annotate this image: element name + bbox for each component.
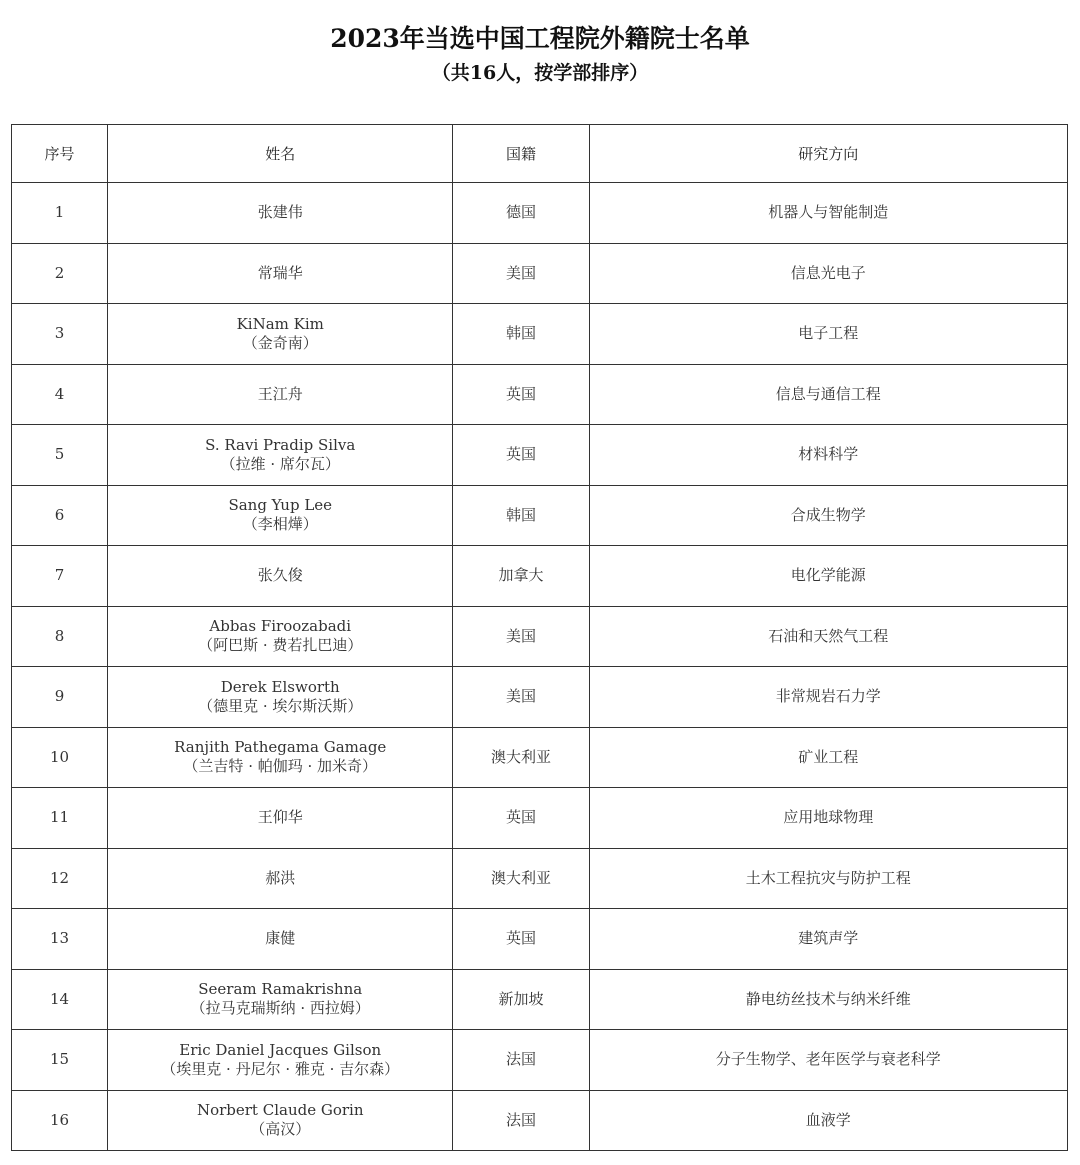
row-name: Norbert Claude Gorin <box>196 1101 364 1120</box>
row-index: 11 <box>12 788 108 849</box>
row-nationality: 德国 <box>453 183 589 244</box>
header-index: 序号 <box>12 125 108 183</box>
row-field: 材料科学 <box>589 425 1067 486</box>
row-index: 2 <box>12 243 108 304</box>
row-name-cell <box>108 304 453 365</box>
row-name: 王仰华 <box>257 808 303 827</box>
row-name-chinese: （阿巴斯 · 费若扎巴迪） <box>198 636 363 655</box>
table-row <box>12 546 1068 607</box>
row-field: 建筑声学 <box>589 909 1067 970</box>
row-index: 15 <box>12 1030 108 1091</box>
row-field: 电化学能源 <box>589 546 1067 607</box>
row-name-chinese: （埃里克 · 丹尼尔 · 雅克 · 吉尔森） <box>161 1059 400 1078</box>
row-name-cell <box>108 425 453 486</box>
table-header-row <box>12 125 1068 183</box>
table-row <box>12 606 1068 667</box>
row-name: Eric Daniel Jacques Gilson <box>179 1040 382 1059</box>
row-index: 14 <box>12 969 108 1030</box>
row-name-cell <box>108 546 453 607</box>
row-nationality: 新加坡 <box>453 969 589 1030</box>
row-nationality: 美国 <box>453 606 589 667</box>
row-index: 9 <box>12 667 108 728</box>
row-name-cell <box>108 606 453 667</box>
row-index: 6 <box>12 485 108 546</box>
row-name-cell <box>108 1090 453 1151</box>
row-index: 3 <box>12 304 108 365</box>
row-nationality: 澳大利亚 <box>453 848 589 909</box>
row-name: Sang Yup Lee <box>228 496 333 515</box>
row-field: 机器人与智能制造 <box>589 183 1067 244</box>
row-nationality: 韩国 <box>453 485 589 546</box>
row-name: 郝洪 <box>265 868 296 887</box>
row-index: 10 <box>12 727 108 788</box>
academician-table <box>11 124 1068 1151</box>
row-field: 合成生物学 <box>589 485 1067 546</box>
row-name-chinese: （高汉） <box>250 1120 311 1139</box>
row-index: 12 <box>12 848 108 909</box>
row-index: 13 <box>12 909 108 970</box>
header-field: 研究方向 <box>589 125 1067 183</box>
table-row <box>12 667 1068 728</box>
row-field: 应用地球物理 <box>589 788 1067 849</box>
row-name: 张建伟 <box>257 203 303 222</box>
table-row <box>12 304 1068 365</box>
row-name: Ranjith Pathegama Gamage <box>174 738 387 757</box>
row-nationality: 英国 <box>453 909 589 970</box>
row-nationality: 法国 <box>453 1090 589 1151</box>
row-name: 王江舟 <box>257 384 303 403</box>
table-row <box>12 183 1068 244</box>
table-row <box>12 485 1068 546</box>
table-row <box>12 909 1068 970</box>
row-name: 康健 <box>265 929 296 948</box>
page-subtitle: （共16人，按学部排序） <box>431 62 649 84</box>
row-name-cell <box>108 788 453 849</box>
row-nationality: 澳大利亚 <box>453 727 589 788</box>
row-nationality: 英国 <box>453 364 589 425</box>
table-row <box>12 727 1068 788</box>
table-row <box>12 1030 1068 1091</box>
row-name-cell <box>108 485 453 546</box>
row-name-cell <box>108 667 453 728</box>
row-field: 血液学 <box>589 1090 1067 1151</box>
row-nationality: 美国 <box>453 243 589 304</box>
table-row <box>12 788 1068 849</box>
row-nationality: 英国 <box>453 425 589 486</box>
row-index: 8 <box>12 606 108 667</box>
row-name-chinese: （金奇南） <box>242 333 318 352</box>
header-nationality: 国籍 <box>453 125 589 183</box>
header-name: 姓名 <box>108 125 453 183</box>
row-field: 分子生物学、老年医学与衰老科学 <box>589 1030 1067 1091</box>
row-field: 矿业工程 <box>589 727 1067 788</box>
row-nationality: 韩国 <box>453 304 589 365</box>
table-row <box>12 425 1068 486</box>
row-name: Abbas Firoozabadi <box>209 617 352 636</box>
row-nationality: 英国 <box>453 788 589 849</box>
row-field: 信息光电子 <box>589 243 1067 304</box>
row-name-cell <box>108 727 453 788</box>
table-row <box>12 969 1068 1030</box>
row-name-cell <box>108 243 453 304</box>
table-row <box>12 364 1068 425</box>
row-index: 16 <box>12 1090 108 1151</box>
row-index: 7 <box>12 546 108 607</box>
row-name-chinese: （兰吉特 · 帕伽玛 · 加米奇） <box>183 757 378 776</box>
row-name-cell <box>108 1030 453 1091</box>
row-name: KiNam Kim <box>236 314 324 333</box>
row-index: 5 <box>12 425 108 486</box>
row-name: 张久俊 <box>257 566 303 585</box>
row-field: 信息与通信工程 <box>589 364 1067 425</box>
table-body <box>12 183 1068 1151</box>
table-row <box>12 848 1068 909</box>
table-row <box>12 1090 1068 1151</box>
row-name: Derek Elsworth <box>220 677 340 696</box>
row-field: 电子工程 <box>589 304 1067 365</box>
row-nationality: 法国 <box>453 1030 589 1091</box>
row-nationality: 加拿大 <box>453 546 589 607</box>
row-name: Seeram Ramakrishna <box>198 980 363 999</box>
row-field: 土木工程抗灾与防护工程 <box>589 848 1067 909</box>
row-name-chinese: （李相燁） <box>242 515 318 534</box>
row-name: S. Ravi Pradip Silva <box>205 435 356 454</box>
row-field: 静电纺丝技术与纳米纤维 <box>589 969 1067 1030</box>
table-row <box>12 243 1068 304</box>
row-field: 石油和天然气工程 <box>589 606 1067 667</box>
page-title: 2023年当选中国工程院外籍院士名单 <box>330 24 750 53</box>
row-index: 4 <box>12 364 108 425</box>
row-name-cell <box>108 364 453 425</box>
row-field: 非常规岩石力学 <box>589 667 1067 728</box>
row-name-cell <box>108 848 453 909</box>
row-name-chinese: （拉马克瑞斯纳 · 西拉姆） <box>190 999 370 1018</box>
row-name-cell <box>108 969 453 1030</box>
row-name-cell <box>108 909 453 970</box>
row-name-chinese: （拉维 · 席尔瓦） <box>220 454 340 473</box>
row-name-chinese: （德里克 · 埃尔斯沃斯） <box>198 696 363 715</box>
row-name: 常瑞华 <box>257 263 303 282</box>
row-name-cell <box>108 183 453 244</box>
row-nationality: 美国 <box>453 667 589 728</box>
row-index: 1 <box>12 183 108 244</box>
